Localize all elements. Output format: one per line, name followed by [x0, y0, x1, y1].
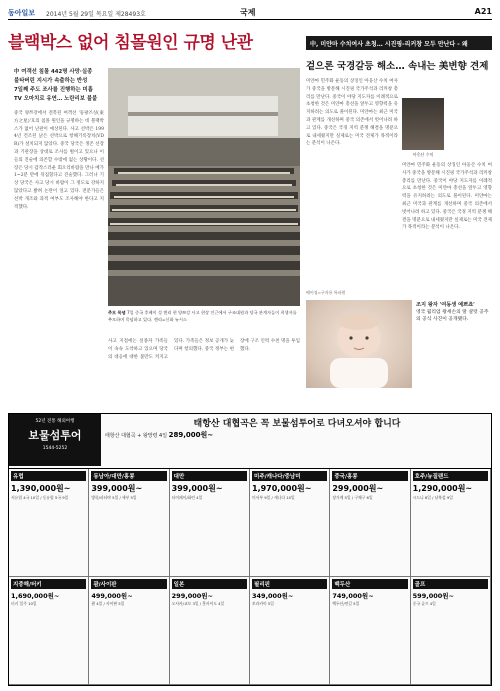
ad-cell-head: 유럽 — [11, 471, 86, 481]
ad-cell — [89, 469, 169, 577]
ad-cell-head: 중국/홍콩 — [332, 471, 407, 481]
ad-brand-tagline: 52년 전통 해외여행 — [35, 419, 75, 424]
ad-cell — [89, 577, 169, 685]
photo-caption — [108, 310, 300, 323]
ad-cell-head: 필리핀 — [252, 579, 327, 589]
baby-caption-title: 조지 왕자 '여동생 예쁘죠' — [416, 302, 475, 308]
right-article-body-2: 미얀마 민주화 운동의 상징인 아웅산 수치 여사가 중국을 방문해 시진핑 국가주석과 리커창 총리를 만난다. 중국이 야당 지도자를 이례적으로 초청한 것은 미얀마 총선을 앞두고 영향력을 유지하려는 의도로 풀이된다. 미얀마는 최근 미국과 관계를 개선하며 중국 의존에서 벗어나려 하고 있다. 중국은 국경 지역 분쟁 해결을 명분으로 내세웠지만 실제로는 미국 견제가 목적이라는 분석이 나온다. — [402, 163, 492, 231]
baby-photo-image — [306, 300, 412, 388]
ad-cell-price: 1,970,000원~ — [252, 484, 312, 493]
ad-cell-line: 중국 골프 4일 — [412, 601, 436, 606]
ad-top-title: 태항산 대협곡은 꼭 보물섬투어로 다녀오셔야 합니다 — [193, 419, 401, 429]
ad-cell-line: 괌 4일 / 사이판 5일 — [91, 601, 125, 606]
ad-cell-price: 349,000원~ — [252, 592, 294, 600]
ad-cell-price: 299,000원~ — [171, 592, 213, 600]
ad-cell — [170, 577, 250, 685]
right-article-body-1: 미얀마 민주화 운동의 상징인 아웅산 수치 여사가 중국을 방문해 시진핑 국가주석과 리커창 총리를 만난다. 중국이 야당 지도자를 이례적으로 초청한 것은 미얀마 총선을 앞두고 영향력을 유지하려는 의도로 풀이된다. 미얀마는 최근 미국과 관계를 개선하며 중국 의존에서 벗어나려 하고 있다. 중국은 국경 지역 분쟁 해결을 명분으로 내세웠지만 실제로는 미국 견제가 목적이라는 분석이 나온다. — [306, 79, 398, 147]
ad-cell-price: 399,000원~ — [171, 484, 223, 493]
baby-caption — [416, 302, 492, 323]
ad-cell — [330, 577, 410, 685]
issue-date: 2014년 5월 29일 목요일 제28493호 — [46, 11, 146, 18]
ad-cell — [330, 469, 410, 577]
ad-cell-line: 오사카/교토 3일 / 홋카이도 4일 — [171, 601, 225, 606]
ad-cell-price: 1,390,000원~ — [11, 484, 71, 493]
right-article-title: 겉으론 국경갈등 해소… 속내는 美변향 견제 — [306, 61, 489, 72]
ad-cell-head: 호주/뉴질랜드 — [413, 471, 488, 481]
ad-cell-price: 1,690,000원~ — [11, 592, 60, 600]
masthead-logo: 동아일보 — [8, 9, 36, 17]
ad-cell — [170, 469, 250, 577]
article-headline: 블랙박스 없어 침몰원인 규명 난관 — [8, 33, 253, 53]
ad-cell-head: 괌/사이판 — [91, 579, 166, 589]
memorial-photo — [108, 68, 300, 306]
ad-cell-line: 장가계 5일 / 구채구 6일 — [332, 495, 373, 500]
ad-cell — [250, 469, 330, 577]
ad-cell — [9, 469, 89, 577]
section-label: 국제 — [240, 8, 256, 17]
photo-credit: 젠리=신화 뉴시스 — [153, 316, 187, 322]
subhead-1: 中 여객선 침몰 442명 사망·실종 — [14, 69, 93, 75]
memorial-photo-image — [108, 68, 300, 306]
travel-ad — [8, 413, 492, 686]
ad-cell — [411, 469, 491, 577]
ad-cell — [250, 577, 330, 685]
ad-cell-price: 1,290,000원~ — [412, 484, 473, 493]
subhead-4: TV 오마치로 유연… 노란리보 불붙 — [14, 96, 98, 102]
ad-cell-line: 터키 일주 10일 — [11, 601, 37, 606]
baby-caption-text: 영국 윌리엄 왕세손의 딸 샬럿 공주의 공식 사진이 공개됐다. — [416, 310, 489, 322]
right-byline: 베이징=구자룡 특파원 — [306, 290, 346, 295]
ad-cell-head: 골프 — [413, 579, 488, 589]
ad-cell-price: 499,000원~ — [91, 592, 133, 600]
baby-photo — [306, 300, 412, 388]
ad-top-product: 태항산 대협곡 + 왕망령 4일 — [105, 433, 168, 439]
subhead-3: 7일째 주도 조사를 진행하는 미흡 — [14, 87, 93, 93]
ad-cell-price: 599,000원~ — [412, 592, 454, 600]
ad-cell-price: 749,000원~ — [332, 592, 374, 600]
article-body-left: 중국 양쯔강에서 전복된 여객선 '둥팡즈싱(東方之星)'호의 침몰 원인을 규명하는 데 블랙박스가 없어 난관이 예상된다. 사고 선박은 1994년 건조된 낡은 선박으로 항해기록장치(VDR)가 설치되지 않았다. 중국 당국은 생존 선장과 기관장을 상대로 조사를 벌이고 있으나 이들의 진술에 의존할 수밖에 없는 상황이다. 선장은 당시 갑작스러운 회오리바람을 만나 배가 1~2분 만에 뒤집혔다고 진술했다. 그러나 기상 당국은 사고 당시 바람이 그 정도로 강하지 않았다고 밝혀 논란이 일고 있다. 전문가들은 선박 개조와 과적 여부도 조사해야 한다고 지적했다. — [14, 111, 104, 210]
ad-top-price: 289,000원~ — [168, 431, 214, 439]
ad-top-row — [105, 432, 489, 440]
article-subheads — [14, 68, 104, 104]
ad-brand-name: 보물섬투어 — [28, 429, 82, 442]
ad-cell-head: 지중해/터키 — [11, 579, 86, 589]
caption-text: 7일 중국 후베이 성 젠리 현 양쯔강 사고 현장 인근에서 구조대원과 당국 관계자들이 희생자를 추모하며 묵념하고 있다. — [108, 310, 297, 322]
ad-cell-line: 방콕/파타야 5일 / 세부 5일 — [91, 495, 137, 500]
ad-cell-head: 일본 — [172, 579, 247, 589]
ad-cell-line: 서유럽 4국 10일 / 동유럽 5국 9일 — [11, 495, 69, 500]
ad-brand-phone: 1544-5252 — [42, 446, 68, 451]
ad-product-grid — [9, 468, 491, 685]
ad-cell-line: 보라카이 5일 — [252, 601, 274, 606]
article-body-mid: 사고 지점에는 실종자 가족들이 속속 도착하고 있으며 당국의 대응에 대한 불만도 커지고 있다. 가족들은 정보 공개가 늦다며 항의했다. 중국 정부는 현장에 구조 인력 수천 명을 투입했다. — [108, 339, 300, 360]
ad-top-banner — [105, 416, 489, 464]
ad-cell — [411, 577, 491, 685]
right-article-banner: 中, 미얀마 수치여사 초청… 시진핑-리커창 모두 만난다 - 왜 — [306, 36, 492, 50]
ad-cell-line: 시드니 6일 / 남북섬 9일 — [412, 495, 453, 500]
ad-cell-head: 대만 — [172, 471, 247, 481]
ad-cell-line: 백두산/연길 5일 — [332, 601, 360, 606]
ad-cell-line: 타이페이/화련 4일 — [171, 495, 203, 500]
ad-brand-box — [9, 414, 101, 466]
page-number: A21 — [474, 7, 492, 16]
ad-cell-head: 동남아/대만/홍콩 — [91, 471, 166, 481]
ad-cell-price: 299,000원~ — [332, 484, 384, 493]
ad-cell-line: 미서부 9일 / 캐나다 10일 — [252, 495, 295, 500]
ad-cell — [9, 577, 89, 685]
subhead-2: 불타버린 지시가 속출하는 반성 — [14, 78, 88, 84]
suu-kyi-portrait — [402, 98, 444, 150]
ad-cell-head: 미주/캐나다/중남미 — [252, 471, 327, 481]
caption-title: 추모 묵념 — [108, 310, 126, 315]
page-header — [8, 6, 492, 20]
ad-cell-head: 백두산 — [332, 579, 407, 589]
portrait-label: 아웅산 수치 — [412, 152, 434, 157]
ad-cell-price: 399,000원~ — [91, 484, 143, 493]
